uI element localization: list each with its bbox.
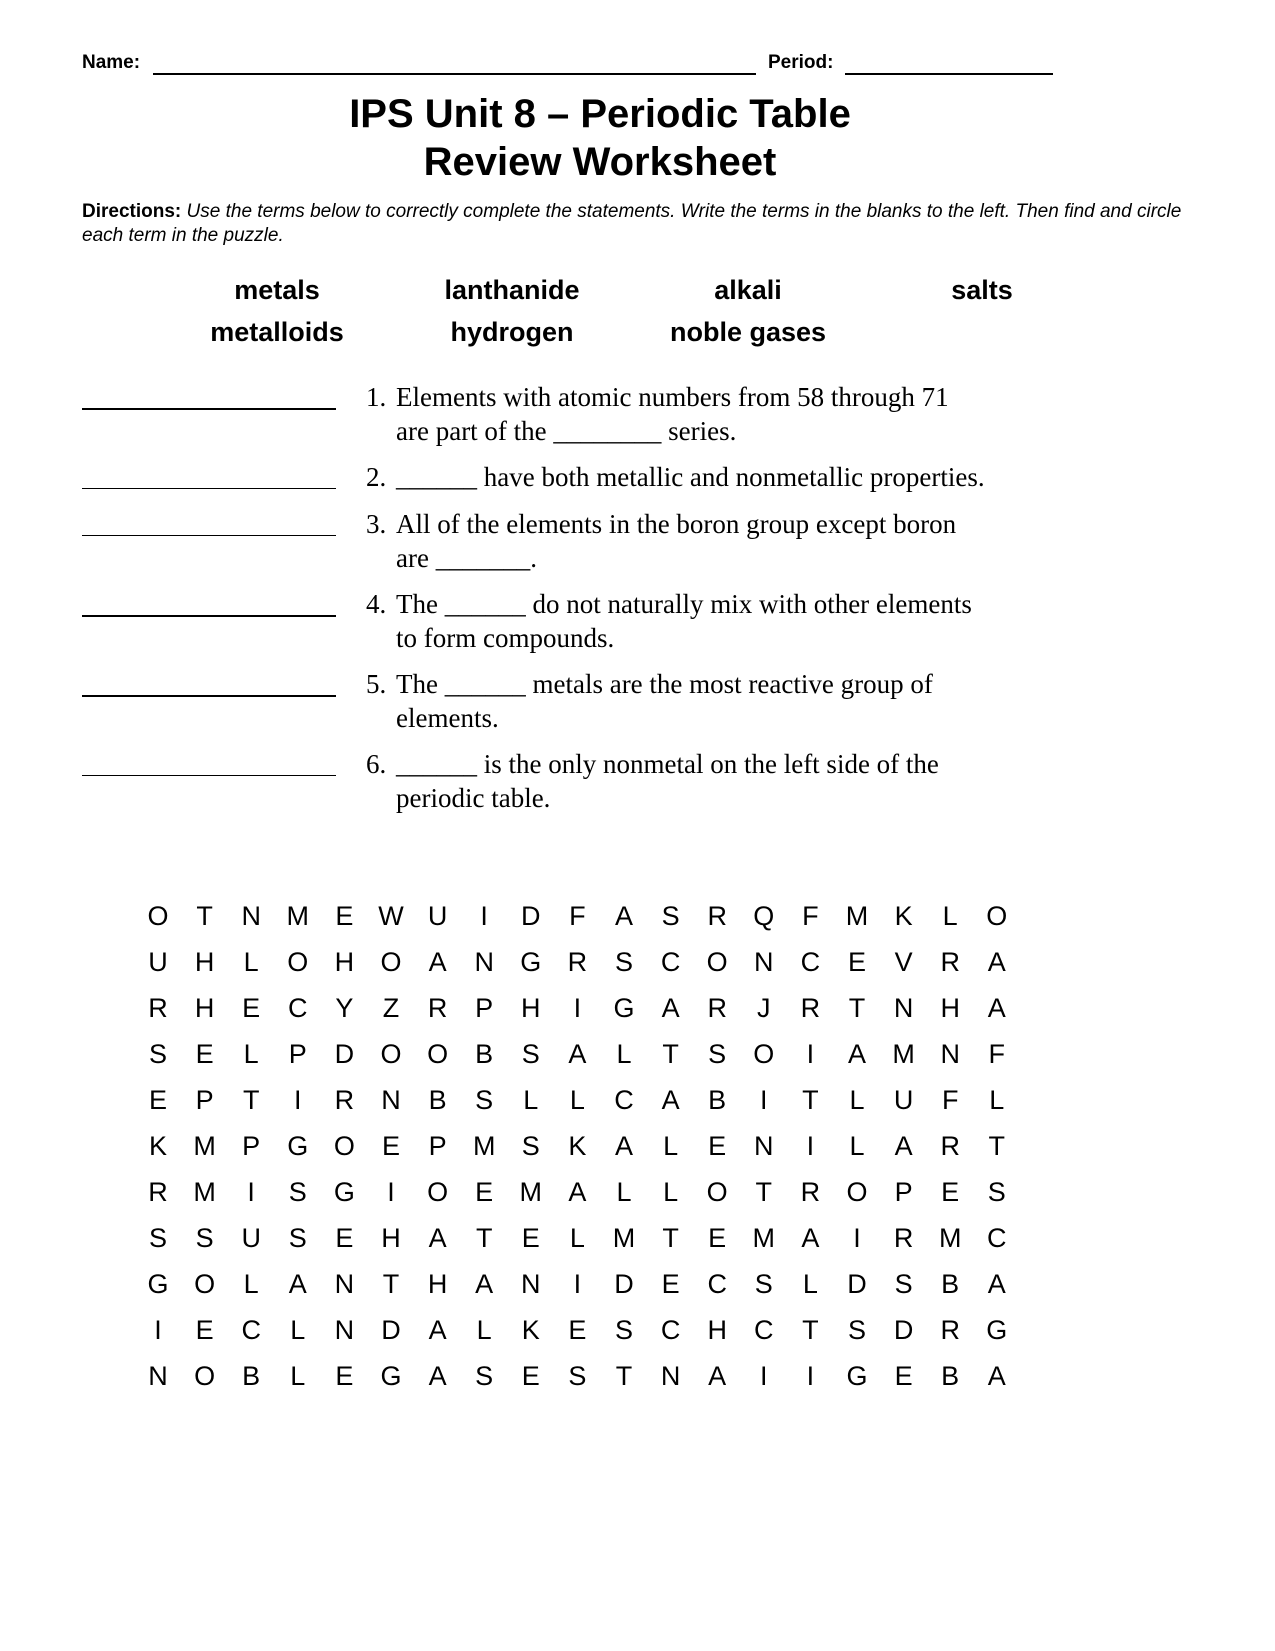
- puzzle-letter[interactable]: E: [708, 1223, 727, 1253]
- puzzle-letter[interactable]: E: [894, 1361, 913, 1391]
- puzzle-letter[interactable]: U: [427, 901, 448, 931]
- puzzle-row: [135, 1080, 1035, 1120]
- puzzle-letter[interactable]: I: [760, 1361, 768, 1391]
- puzzle-letter[interactable]: E: [381, 1131, 400, 1161]
- puzzle-letter[interactable]: D: [614, 1269, 634, 1299]
- question-number: 3.: [366, 509, 387, 539]
- question-text: are part of the ________ series.: [396, 416, 737, 446]
- period-label: Period:: [768, 52, 834, 73]
- answer-blank-4[interactable]: [82, 615, 336, 617]
- puzzle-letter[interactable]: O: [380, 947, 402, 977]
- puzzle-letter[interactable]: S: [614, 947, 633, 977]
- puzzle-letter[interactable]: L: [243, 947, 259, 977]
- puzzle-letter[interactable]: D: [847, 1269, 867, 1299]
- puzzle-letter[interactable]: L: [290, 1361, 306, 1391]
- puzzle-letter[interactable]: E: [195, 1039, 214, 1069]
- puzzle-letter[interactable]: L: [290, 1315, 306, 1345]
- puzzle-letter[interactable]: F: [802, 901, 819, 931]
- puzzle-letter[interactable]: E: [847, 947, 866, 977]
- puzzle-letter[interactable]: G: [380, 1361, 402, 1391]
- puzzle-letter[interactable]: N: [381, 1085, 401, 1115]
- puzzle-letter[interactable]: K: [568, 1131, 587, 1161]
- puzzle-letter[interactable]: O: [147, 901, 169, 931]
- puzzle-row: [135, 896, 1035, 936]
- puzzle-letter[interactable]: P: [894, 1177, 913, 1207]
- puzzle-letter[interactable]: N: [334, 1269, 355, 1299]
- puzzle-letter[interactable]: A: [987, 947, 1006, 977]
- puzzle-letter[interactable]: A: [847, 1039, 866, 1069]
- puzzle-letter[interactable]: A: [428, 1223, 447, 1253]
- puzzle-row: [135, 1034, 1035, 1074]
- puzzle-letter[interactable]: C: [660, 947, 681, 977]
- puzzle-row: [135, 988, 1035, 1028]
- puzzle-letter[interactable]: S: [195, 1223, 214, 1253]
- puzzle-letter[interactable]: I: [294, 1085, 302, 1115]
- word-bank-term: metalloids: [210, 317, 344, 347]
- puzzle-letter[interactable]: A: [475, 1269, 494, 1299]
- puzzle-letter[interactable]: R: [893, 1223, 914, 1253]
- answer-blank-3[interactable]: [82, 535, 336, 536]
- puzzle-letter[interactable]: S: [661, 901, 680, 931]
- puzzle-letter[interactable]: E: [661, 1269, 680, 1299]
- puzzle-letter[interactable]: I: [154, 1315, 162, 1345]
- puzzle-letter[interactable]: E: [941, 1177, 960, 1207]
- puzzle-letter[interactable]: H: [381, 1223, 401, 1253]
- puzzle-letter[interactable]: B: [242, 1361, 261, 1391]
- puzzle-letter[interactable]: O: [986, 901, 1008, 931]
- puzzle-letter[interactable]: I: [387, 1177, 395, 1207]
- puzzle-letter[interactable]: T: [755, 1177, 773, 1207]
- puzzle-letter[interactable]: K: [521, 1315, 540, 1345]
- puzzle-letter[interactable]: D: [381, 1315, 401, 1345]
- puzzle-letter[interactable]: L: [942, 901, 958, 931]
- puzzle-letter[interactable]: C: [987, 1223, 1007, 1253]
- question-number: 6.: [366, 749, 387, 779]
- puzzle-letter[interactable]: T: [196, 901, 213, 931]
- puzzle-letter[interactable]: M: [519, 1177, 543, 1207]
- puzzle-row: [135, 1218, 1035, 1258]
- puzzle-letter[interactable]: O: [427, 1177, 449, 1207]
- puzzle-letter[interactable]: E: [335, 1361, 354, 1391]
- puzzle-letter[interactable]: V: [894, 947, 913, 977]
- puzzle-letter[interactable]: U: [893, 1085, 914, 1115]
- directions-label: Directions:: [82, 201, 182, 222]
- word-bank-term: salts: [951, 275, 1013, 305]
- puzzle-letter[interactable]: I: [853, 1223, 861, 1253]
- puzzle-letter[interactable]: L: [523, 1085, 539, 1115]
- puzzle-letter[interactable]: O: [706, 947, 728, 977]
- puzzle-letter[interactable]: C: [754, 1315, 774, 1345]
- puzzle-letter[interactable]: C: [800, 947, 821, 977]
- question-number: 2.: [366, 462, 387, 492]
- answer-blank-1[interactable]: [82, 408, 336, 410]
- puzzle-letter[interactable]: G: [147, 1269, 169, 1299]
- puzzle-letter[interactable]: S: [288, 1177, 307, 1207]
- puzzle-letter[interactable]: S: [475, 1361, 494, 1391]
- puzzle-letter[interactable]: L: [849, 1085, 865, 1115]
- puzzle-letter[interactable]: E: [242, 993, 261, 1023]
- question-text: are _______.: [396, 543, 537, 573]
- puzzle-letter[interactable]: I: [247, 1177, 255, 1207]
- question-text: The ______ metals are the most reactive group of: [396, 669, 933, 699]
- puzzle-letter[interactable]: T: [988, 1131, 1006, 1161]
- word-bank-term: alkali: [714, 275, 782, 305]
- puzzle-letter[interactable]: C: [241, 1315, 261, 1345]
- puzzle-letter[interactable]: M: [193, 1131, 216, 1161]
- puzzle-letter[interactable]: R: [334, 1085, 355, 1115]
- puzzle-letter[interactable]: M: [472, 1131, 496, 1161]
- puzzle-letter[interactable]: C: [660, 1315, 681, 1345]
- puzzle-letter[interactable]: T: [382, 1269, 400, 1299]
- puzzle-letter[interactable]: O: [333, 1131, 355, 1161]
- puzzle-letter[interactable]: U: [241, 1223, 261, 1253]
- puzzle-letter[interactable]: O: [194, 1361, 216, 1391]
- puzzle-letter[interactable]: G: [613, 993, 635, 1023]
- puzzle-letter[interactable]: S: [148, 1039, 167, 1069]
- puzzle-row: [135, 1172, 1035, 1212]
- puzzle-letter[interactable]: A: [987, 1269, 1006, 1299]
- puzzle-letter[interactable]: T: [662, 1223, 679, 1253]
- puzzle-letter[interactable]: P: [288, 1039, 307, 1069]
- puzzle-letter[interactable]: L: [476, 1315, 492, 1345]
- puzzle-letter[interactable]: F: [569, 901, 586, 931]
- question-number: 5.: [366, 669, 387, 699]
- puzzle-letter[interactable]: L: [663, 1131, 679, 1161]
- puzzle-letter[interactable]: K: [894, 901, 913, 931]
- puzzle-letter[interactable]: T: [475, 1223, 493, 1253]
- puzzle-letter[interactable]: G: [333, 1177, 355, 1207]
- puzzle-row: [135, 1264, 1035, 1304]
- puzzle-letter[interactable]: E: [148, 1085, 167, 1115]
- puzzle-letter[interactable]: R: [940, 1131, 960, 1161]
- puzzle-letter[interactable]: N: [940, 1039, 960, 1069]
- puzzle-letter[interactable]: T: [848, 993, 866, 1023]
- word-bank-term: noble gases: [669, 317, 827, 347]
- puzzle-letter[interactable]: L: [989, 1085, 1005, 1115]
- puzzle-letter[interactable]: H: [940, 993, 960, 1023]
- puzzle-row: [135, 942, 1035, 982]
- puzzle-letter[interactable]: E: [195, 1315, 214, 1345]
- puzzle-letter[interactable]: O: [287, 947, 309, 977]
- puzzle-letter[interactable]: P: [475, 993, 494, 1023]
- puzzle-letter[interactable]: N: [660, 1361, 681, 1391]
- puzzle-letter[interactable]: N: [148, 1361, 168, 1391]
- puzzle-letter[interactable]: S: [148, 1223, 167, 1253]
- puzzle-letter[interactable]: N: [334, 1315, 355, 1345]
- puzzle-letter[interactable]: P: [242, 1131, 261, 1161]
- puzzle-letter[interactable]: L: [849, 1131, 865, 1161]
- puzzle-letter[interactable]: R: [148, 993, 168, 1023]
- puzzle-letter[interactable]: O: [380, 1039, 402, 1069]
- puzzle-letter[interactable]: H: [194, 947, 215, 977]
- name-blank[interactable]: [153, 73, 756, 75]
- puzzle-letter[interactable]: O: [194, 1269, 216, 1299]
- puzzle-letter[interactable]: O: [427, 1039, 449, 1069]
- puzzle-letter[interactable]: A: [614, 1131, 633, 1161]
- puzzle-letter[interactable]: A: [894, 1131, 913, 1161]
- puzzle-letter[interactable]: B: [941, 1269, 960, 1299]
- puzzle-letter[interactable]: G: [520, 947, 542, 977]
- puzzle-letter[interactable]: S: [521, 1131, 540, 1161]
- puzzle-letter[interactable]: N: [474, 947, 494, 977]
- puzzle-letter[interactable]: A: [708, 1361, 727, 1391]
- question-number: 4.: [366, 589, 387, 619]
- puzzle-letter[interactable]: E: [475, 1177, 494, 1207]
- puzzle-letter[interactable]: L: [243, 1269, 259, 1299]
- puzzle-letter[interactable]: B: [475, 1039, 494, 1069]
- puzzle-letter[interactable]: I: [760, 1085, 768, 1115]
- puzzle-letter[interactable]: E: [335, 901, 354, 931]
- puzzle-letter[interactable]: L: [569, 1223, 585, 1253]
- question-text: Elements with atomic numbers from 58 through 71: [396, 382, 949, 412]
- question-5: [366, 667, 1046, 735]
- word-bank-term: metals: [234, 275, 320, 305]
- puzzle-letter[interactable]: S: [568, 1361, 587, 1391]
- puzzle-letter[interactable]: Q: [753, 901, 775, 931]
- puzzle-letter[interactable]: S: [475, 1085, 494, 1115]
- question-1: [366, 380, 1046, 448]
- puzzle-letter[interactable]: B: [941, 1361, 960, 1391]
- question-number: 1.: [366, 382, 387, 412]
- puzzle-letter[interactable]: N: [754, 1131, 774, 1161]
- puzzle-letter[interactable]: R: [800, 993, 821, 1023]
- puzzle-letter[interactable]: R: [800, 1177, 821, 1207]
- puzzle-letter[interactable]: C: [288, 993, 308, 1023]
- puzzle-letter[interactable]: T: [615, 1361, 633, 1391]
- puzzle-letter[interactable]: L: [616, 1039, 632, 1069]
- puzzle-letter[interactable]: A: [288, 1269, 307, 1299]
- puzzle-letter[interactable]: R: [567, 947, 588, 977]
- puzzle-letter[interactable]: N: [521, 1269, 541, 1299]
- puzzle-letter[interactable]: N: [754, 947, 774, 977]
- puzzle-letter[interactable]: T: [802, 1085, 819, 1115]
- puzzle-letter[interactable]: W: [378, 901, 404, 931]
- puzzle-letter[interactable]: T: [242, 1085, 260, 1115]
- puzzle-letter[interactable]: R: [940, 1315, 960, 1345]
- puzzle-letter[interactable]: I: [573, 993, 582, 1023]
- period-blank[interactable]: [845, 73, 1053, 75]
- puzzle-letter[interactable]: L: [616, 1177, 632, 1207]
- puzzle-letter[interactable]: S: [521, 1039, 540, 1069]
- puzzle-letter[interactable]: H: [334, 947, 355, 977]
- question-text: periodic table.: [396, 783, 551, 813]
- puzzle-letter[interactable]: O: [846, 1177, 868, 1207]
- puzzle-letter[interactable]: D: [521, 901, 541, 931]
- puzzle-letter[interactable]: D: [334, 1039, 355, 1069]
- puzzle-letter[interactable]: M: [845, 901, 869, 931]
- puzzle-letter[interactable]: M: [892, 1039, 915, 1069]
- page-subtitle: Review Worksheet: [423, 140, 777, 184]
- puzzle-letter[interactable]: P: [195, 1085, 214, 1115]
- puzzle-letter[interactable]: H: [194, 993, 215, 1023]
- puzzle-letter[interactable]: E: [708, 1131, 727, 1161]
- puzzle-letter[interactable]: D: [893, 1315, 914, 1345]
- puzzle-letter[interactable]: R: [427, 993, 448, 1023]
- puzzle-letter[interactable]: I: [480, 901, 488, 931]
- puzzle-letter[interactable]: G: [986, 1315, 1008, 1345]
- puzzle-letter[interactable]: M: [286, 901, 310, 931]
- puzzle-letter[interactable]: A: [661, 1085, 680, 1115]
- puzzle-letter[interactable]: M: [938, 1223, 962, 1253]
- puzzle-letter[interactable]: M: [193, 1177, 216, 1207]
- puzzle-letter[interactable]: H: [427, 1269, 448, 1299]
- puzzle-letter[interactable]: R: [707, 901, 727, 931]
- puzzle-letter[interactable]: G: [287, 1131, 309, 1161]
- directions-text: Use the terms below to correctly complete the statements. Write the terms in the blanks to the left. Then find and circle each term in the puzzle.: [82, 201, 1182, 246]
- puzzle-letter[interactable]: T: [662, 1039, 679, 1069]
- puzzle-letter[interactable]: M: [612, 1223, 636, 1253]
- puzzle-letter[interactable]: A: [614, 901, 633, 931]
- puzzle-letter[interactable]: S: [288, 1223, 307, 1253]
- puzzle-letter[interactable]: S: [614, 1315, 633, 1345]
- puzzle-letter[interactable]: O: [753, 1039, 775, 1069]
- question-6: [366, 747, 1046, 815]
- puzzle-letter[interactable]: T: [802, 1315, 819, 1345]
- puzzle-letter[interactable]: F: [988, 1039, 1006, 1069]
- puzzle-letter[interactable]: A: [568, 1177, 587, 1207]
- puzzle-letter[interactable]: Y: [335, 993, 354, 1023]
- puzzle-letter[interactable]: A: [428, 1361, 447, 1391]
- puzzle-letter[interactable]: K: [148, 1131, 167, 1161]
- puzzle-letter[interactable]: I: [806, 1361, 815, 1391]
- puzzle-letter[interactable]: O: [706, 1177, 728, 1207]
- puzzle-letter[interactable]: I: [806, 1039, 815, 1069]
- puzzle-letter[interactable]: I: [806, 1131, 815, 1161]
- page-title: IPS Unit 8 – Periodic Table: [349, 92, 851, 136]
- puzzle-letter[interactable]: U: [148, 947, 168, 977]
- puzzle-letter[interactable]: A: [661, 993, 680, 1023]
- puzzle-letter[interactable]: A: [428, 947, 447, 977]
- puzzle-letter[interactable]: E: [521, 1223, 540, 1253]
- question-2: [366, 460, 1046, 494]
- puzzle-letter[interactable]: S: [754, 1269, 773, 1299]
- puzzle-letter[interactable]: A: [987, 993, 1006, 1023]
- puzzle-letter[interactable]: G: [846, 1361, 868, 1391]
- question-text: All of the elements in the boron group except boron: [396, 509, 957, 539]
- question-text: ______ have both metallic and nonmetallic properties.: [396, 462, 985, 492]
- puzzle-row: [135, 1310, 1035, 1350]
- puzzle-letter[interactable]: E: [335, 1223, 354, 1253]
- puzzle-letter[interactable]: N: [893, 993, 914, 1023]
- puzzle-letter[interactable]: N: [241, 901, 261, 931]
- word-bank-term: lanthanide: [444, 275, 580, 305]
- answer-blank-5[interactable]: [82, 695, 336, 697]
- puzzle-letter[interactable]: M: [752, 1223, 776, 1253]
- puzzle-letter[interactable]: C: [707, 1269, 727, 1299]
- puzzle-letter[interactable]: S: [847, 1315, 866, 1345]
- answer-blank-2[interactable]: [82, 488, 336, 489]
- puzzle-letter[interactable]: J: [757, 993, 771, 1023]
- question-4: [366, 587, 1046, 655]
- puzzle-letter[interactable]: F: [941, 1085, 959, 1115]
- puzzle-letter[interactable]: L: [802, 1269, 818, 1299]
- puzzle-row: [135, 1356, 1035, 1396]
- puzzle-letter[interactable]: L: [569, 1085, 585, 1115]
- name-label: Name:: [82, 52, 141, 73]
- question-text: elements.: [396, 703, 499, 733]
- puzzle-letter[interactable]: H: [707, 1315, 727, 1345]
- question-3: [366, 507, 1046, 575]
- puzzle-letter[interactable]: I: [573, 1269, 582, 1299]
- puzzle-letter[interactable]: E: [521, 1361, 540, 1391]
- question-text: The ______ do not naturally mix with other elements: [396, 589, 972, 619]
- puzzle-letter[interactable]: B: [428, 1085, 447, 1115]
- answer-blank-6[interactable]: [82, 775, 336, 776]
- puzzle-letter[interactable]: H: [521, 993, 541, 1023]
- puzzle-letter[interactable]: L: [243, 1039, 259, 1069]
- puzzle-letter[interactable]: B: [708, 1085, 727, 1115]
- word-bank-term: hydrogen: [450, 317, 574, 347]
- puzzle-letter[interactable]: Z: [382, 993, 400, 1023]
- puzzle-letter[interactable]: P: [428, 1131, 447, 1161]
- puzzle-row: [135, 1126, 1035, 1166]
- question-text: ______ is the only nonmetal on the left side of the: [396, 749, 939, 779]
- question-text: to form compounds.: [396, 623, 615, 653]
- directions: [82, 200, 1202, 248]
- puzzle-letter[interactable]: R: [148, 1177, 168, 1207]
- puzzle-letter[interactable]: A: [801, 1223, 820, 1253]
- puzzle-letter[interactable]: S: [987, 1177, 1006, 1207]
- puzzle-letter[interactable]: L: [663, 1177, 679, 1207]
- puzzle-letter[interactable]: A: [428, 1315, 447, 1345]
- puzzle-letter[interactable]: C: [614, 1085, 634, 1115]
- puzzle-letter[interactable]: A: [987, 1361, 1006, 1391]
- puzzle-letter[interactable]: S: [894, 1269, 913, 1299]
- puzzle-letter[interactable]: E: [568, 1315, 587, 1345]
- puzzle-letter[interactable]: R: [707, 993, 727, 1023]
- puzzle-letter[interactable]: R: [940, 947, 960, 977]
- puzzle-letter[interactable]: S: [708, 1039, 727, 1069]
- puzzle-letter[interactable]: A: [568, 1039, 587, 1069]
